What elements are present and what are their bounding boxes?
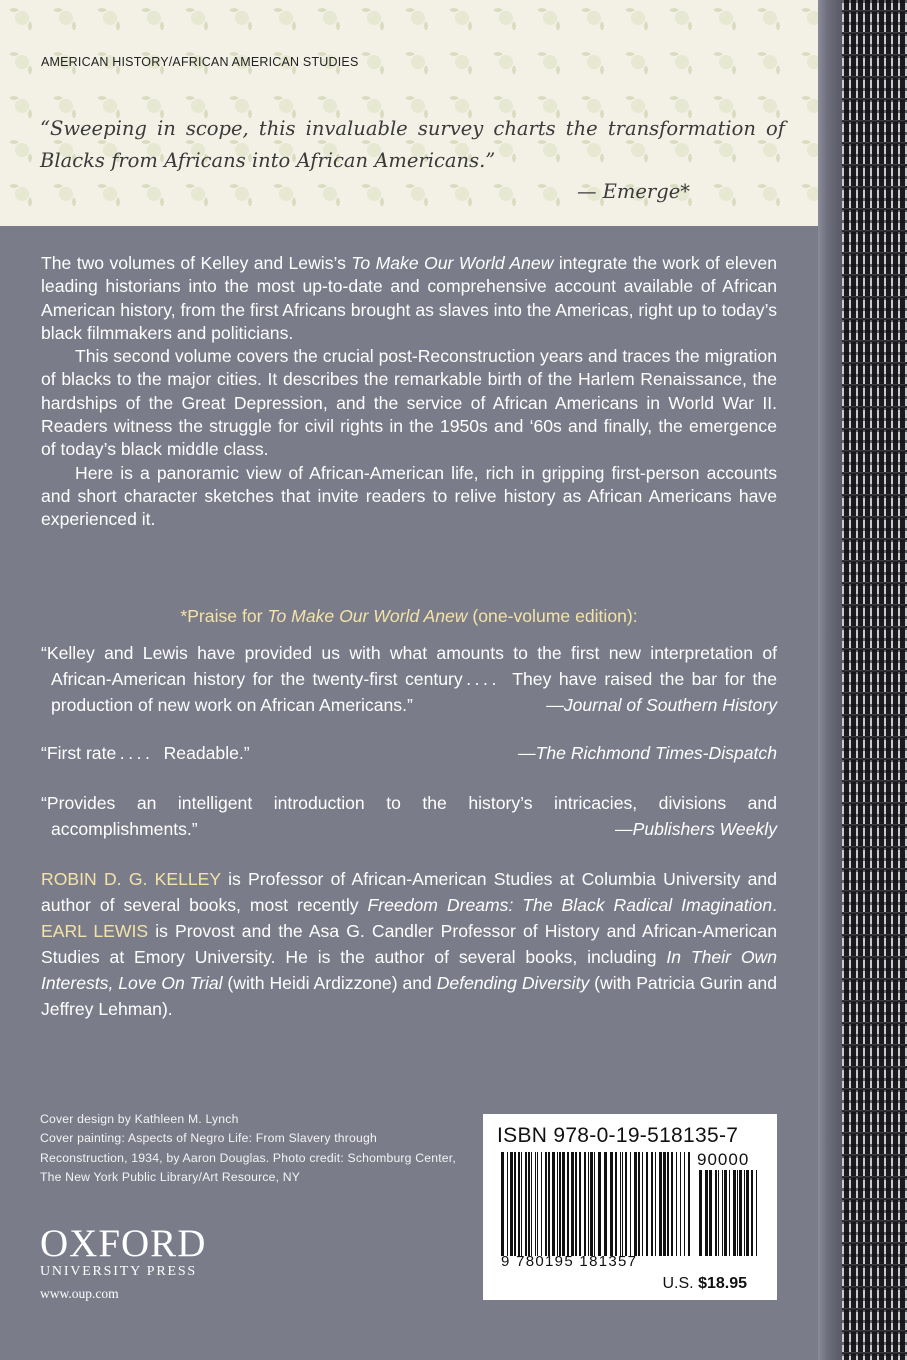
epigraph-quote: “Sweeping in scope, this invaluable survey charts the transformation of Blacks from Africans into African Americans.” bbox=[40, 117, 785, 172]
publisher-name: OXFORD bbox=[40, 1222, 207, 1265]
barcode-bar bbox=[588, 1152, 589, 1256]
review-source: —Journal of Southern History bbox=[546, 695, 777, 715]
barcode-bar bbox=[514, 1152, 516, 1256]
cover-credits bbox=[40, 1110, 460, 1188]
barcode-bar bbox=[744, 1170, 745, 1256]
price-code: 90000 bbox=[697, 1150, 750, 1169]
barcode-bar bbox=[655, 1152, 656, 1256]
publisher-logo bbox=[40, 1224, 206, 1302]
addon-barcode-bars bbox=[699, 1170, 761, 1256]
barcode-bar bbox=[715, 1170, 717, 1256]
review bbox=[41, 790, 777, 842]
barcode-bar bbox=[733, 1170, 736, 1256]
book-title: To Make Our World Anew bbox=[351, 253, 554, 273]
barcode-bar bbox=[709, 1170, 712, 1256]
barcode-bar bbox=[575, 1152, 577, 1256]
barcode-bar bbox=[541, 1152, 542, 1256]
barcode-bars bbox=[501, 1152, 691, 1256]
barcode-bar bbox=[756, 1170, 757, 1256]
barcode-bar bbox=[535, 1152, 536, 1256]
barcode-bar bbox=[525, 1152, 527, 1256]
barcode-bar bbox=[676, 1152, 677, 1256]
barcode-bar bbox=[739, 1170, 742, 1256]
review-text: “First rate . . . . Readable.” bbox=[41, 743, 250, 763]
barcode-bar bbox=[594, 1152, 595, 1256]
barcode-bar bbox=[501, 1152, 504, 1256]
barcode-bar bbox=[557, 1152, 558, 1256]
review-text: “Provides an intelligent introduction to the history’s intricacies, divisions and accomplishments.” bbox=[41, 793, 777, 839]
barcode-bar bbox=[688, 1152, 690, 1256]
publisher-url: www.oup.com bbox=[40, 1286, 119, 1301]
review-text: “Kelley and Lewis have provided us with what amounts to the first new interpretation of African-American history for the twenty-first century . . . . They have raised the bar for the production of new work on African Americans.” bbox=[41, 643, 777, 715]
barcode-bar bbox=[559, 1152, 561, 1256]
review-source: —The Richmond Times-Dispatch bbox=[518, 743, 777, 763]
barcode-bar bbox=[651, 1152, 653, 1256]
barcode-bar bbox=[571, 1152, 574, 1256]
barcode-bar bbox=[718, 1170, 719, 1256]
barcode-bar bbox=[521, 1152, 522, 1256]
barcode-bar bbox=[604, 1152, 607, 1256]
description-paragraph: The two volumes of Kelley and Lewis’s To Make Our World Anew integrate the work of eleven leading historians into the most up-to-date and comprehensive account available of African American history, from the first Africans brought as slaves into the Americas, right up to today’s black filmmakers and politicians. bbox=[41, 253, 777, 343]
barcode-bar bbox=[680, 1152, 681, 1256]
barcode-bar bbox=[671, 1152, 673, 1256]
category-label: AMERICAN HISTORY/AFRICAN AMERICAN STUDIES bbox=[41, 55, 359, 69]
barcode-bar bbox=[567, 1152, 569, 1256]
barcode-bar bbox=[507, 1152, 508, 1256]
barcode-bar bbox=[518, 1152, 520, 1256]
side-border bbox=[818, 0, 842, 1360]
barcode-bar bbox=[699, 1170, 702, 1256]
barcode-bar bbox=[579, 1152, 581, 1256]
isbn-label: ISBN 978-0-19-518135-7 bbox=[497, 1124, 739, 1147]
barcode-bar bbox=[620, 1152, 621, 1256]
review-source: —Publishers Weekly bbox=[615, 819, 777, 839]
barcode-bar bbox=[537, 1152, 538, 1256]
barcode-bar bbox=[659, 1152, 662, 1256]
barcode-bar bbox=[737, 1170, 738, 1256]
review bbox=[41, 640, 777, 718]
barcode-bar bbox=[642, 1152, 643, 1256]
painting-credit: Cover painting: Aspects of Negro Life: From Slavery through Reconstruction, 1934, by Aaron Douglas. Photo credit: Schomburg Center, The New York Public Library/Art Resource, NY bbox=[40, 1131, 456, 1185]
barcode-bar bbox=[531, 1152, 532, 1256]
barcode-bar bbox=[638, 1152, 640, 1256]
barcode-bar bbox=[667, 1152, 669, 1256]
barcode-bar bbox=[584, 1152, 586, 1256]
barcode-bar bbox=[722, 1170, 723, 1256]
praise-heading: *Praise for To Make Our World Anew (one-volume edition): bbox=[180, 606, 638, 626]
author-bios: ROBIN D. G. KELLEY is Professor of African-American Studies at Columbia University and author of several books, most recently Freedom Dreams: The Black Radical Imagination. EARL LEWIS is Provost and the Asa G. Candler Professor of History and African-American Studies at Emory University. He is the author of several books, including In Their Own Interests, Love On Trial (with Heidi Ardizzone) and Defending Diversity (with Patricia Gurin and Jeffrey Lehman). bbox=[41, 869, 778, 1019]
barcode-bar bbox=[615, 1152, 617, 1256]
price: U.S. $18.95 bbox=[662, 1275, 747, 1292]
quote-band bbox=[0, 0, 818, 226]
barcode-bar bbox=[552, 1152, 555, 1256]
description bbox=[41, 252, 777, 532]
author-name: ROBIN D. G. KELLEY bbox=[41, 869, 221, 889]
barcode-bar bbox=[625, 1152, 627, 1256]
barcode-bar bbox=[630, 1152, 631, 1256]
barcode-bar bbox=[545, 1152, 547, 1256]
barcode-bar bbox=[646, 1152, 648, 1256]
publisher-subtitle: UNIVERSITY PRESS bbox=[40, 1264, 198, 1279]
barcode-bar bbox=[746, 1170, 749, 1256]
barcode-bar bbox=[663, 1152, 666, 1256]
barcode-bar bbox=[548, 1152, 550, 1256]
spine-pattern-shade bbox=[842, 0, 907, 1360]
barcode-bar bbox=[634, 1152, 637, 1256]
description-paragraph: Here is a panoramic view of African-American life, rich in gripping first-person accounts and short character sketches that invite readers to relive history as African Americans have experienced it. bbox=[41, 462, 777, 530]
epigraph-attribution: — Emerge* bbox=[576, 180, 690, 203]
barcode-bar bbox=[705, 1170, 708, 1256]
author-name: EARL LEWIS bbox=[41, 921, 149, 941]
barcode-bar bbox=[610, 1152, 613, 1256]
barcode-box bbox=[483, 1114, 777, 1300]
description-paragraph: This second volume covers the crucial post-Reconstruction years and traces the migration of blacks to the major cities. It describes the remarkable birth of the Harlem Renaissance, the hardships of the Great Depression, and the service of African Americans in World War II. Readers witness the struggle for civil rights in the 1950s and ‘60s and finally, the emergence of today’s black middle class. bbox=[41, 346, 777, 460]
barcode-bar bbox=[751, 1170, 753, 1256]
review bbox=[41, 740, 777, 766]
barcode-bar bbox=[562, 1152, 565, 1256]
barcode-bar bbox=[724, 1170, 727, 1256]
barcode-bar bbox=[590, 1152, 593, 1256]
barcode-bar bbox=[622, 1152, 623, 1256]
barcode-bar bbox=[528, 1152, 530, 1256]
design-credit: Cover design by Kathleen M. Lynch bbox=[40, 1112, 239, 1126]
barcode-number: 9 780195 181357 bbox=[501, 1253, 638, 1270]
barcode-bar bbox=[598, 1152, 601, 1256]
barcode-bar bbox=[684, 1152, 685, 1256]
barcode-bar bbox=[729, 1170, 730, 1256]
barcode-bar bbox=[510, 1152, 513, 1256]
